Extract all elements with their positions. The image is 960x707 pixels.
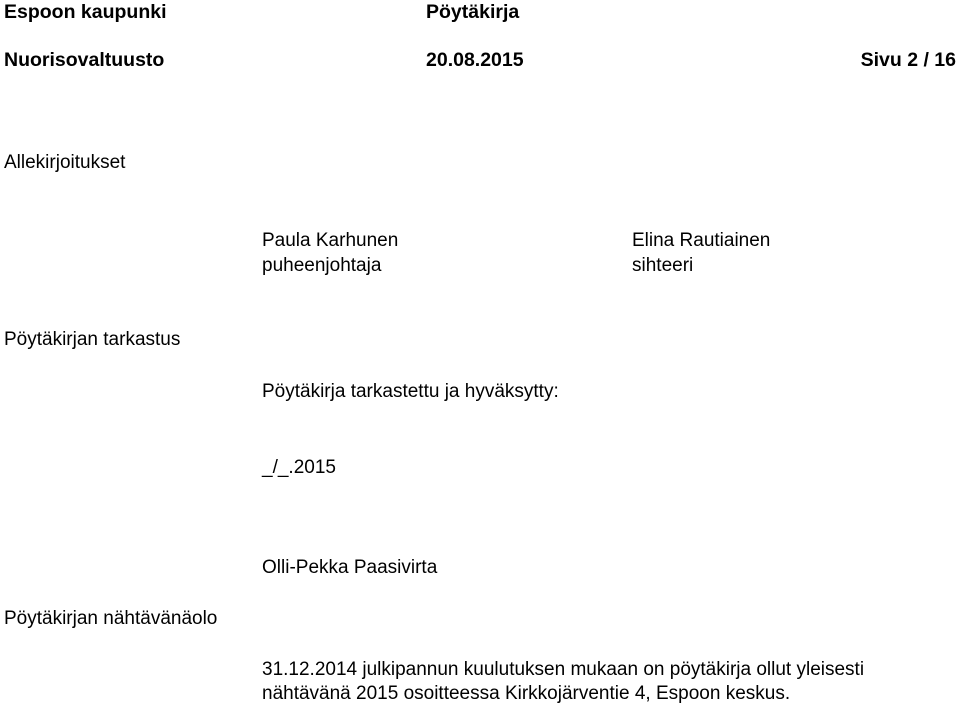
body-name: Nuorisovaltuusto [4,49,165,71]
secretary-role: sihteeri [632,255,694,276]
review-heading: Pöytäkirjan tarkastus [4,329,181,350]
review-date-blank: _/_.2015 [262,457,336,478]
page-number: Sivu 2 / 16 [860,49,956,71]
display-text-line-1: 31.12.2014 julkipannun kuulutuksen mukaan on pöytäkirja ollut yleisesti [262,659,865,680]
display-text-line-2: nähtävänä 2015 osoitteessa Kirkkojärventie 4, Espoon keskus. [262,683,791,704]
meeting-date: 20.08.2015 [426,49,524,71]
chair-name: Paula Karhunen [262,230,399,251]
review-statement: Pöytäkirja tarkastettu ja hyväksytty: [262,381,559,402]
organization-name: Espoon kaupunki [4,1,167,23]
display-heading: Pöytäkirjan nähtävänäolo [4,608,218,629]
chair-role: puheenjohtaja [262,255,382,276]
secretary-name: Elina Rautiainen [632,230,771,251]
document-type: Pöytäkirja [426,1,520,23]
reviewer-name: Olli-Pekka Paasivirta [262,557,438,578]
signatures-heading: Allekirjoitukset [4,152,126,173]
